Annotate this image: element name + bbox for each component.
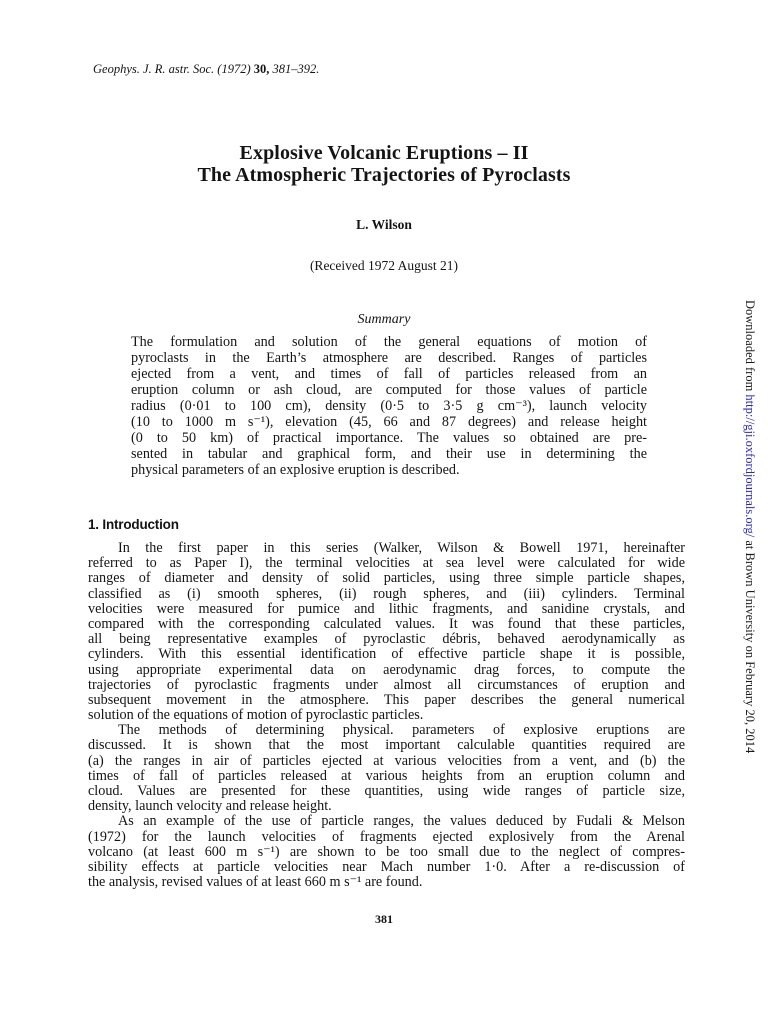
paragraph-line: trajectories of pyroclastic fragments under almost all circumstances of eruption and [88, 676, 685, 693]
paragraph-line: (a) the ranges in air of particles ejected at various velocities from a vent, and (b) the [88, 752, 685, 769]
author: L. Wilson [356, 217, 412, 232]
download-suffix: at Brown University on February 20, 2014 [743, 537, 757, 754]
summary-text [131, 334, 647, 478]
paper-title-line-2: The Atmospheric Trajectories of Pyroclasts [197, 164, 571, 186]
page-number: 381 [375, 912, 393, 926]
paragraph-line: using appropriate experimental data on aerodynamic drag forces, to compute the [88, 661, 685, 678]
section-heading: 1. Introduction [88, 517, 179, 532]
paragraph-line: classified as (i) smooth spheres, (ii) rough spheres, and (iii) cylinders. Terminal [88, 585, 685, 602]
paragraph-line: velocities were measured for pumice and lithic fragments, and sanidine crystals, and [88, 600, 685, 617]
journal-year: (1972) [217, 62, 251, 76]
paper-title-line-1: Explosive Volcanic Eruptions – II [239, 142, 529, 164]
paragraph-line: referred to as Paper I), the terminal velocities at sea level were calculated for wide [88, 555, 685, 572]
received-date: (Received 1972 August 21) [309, 258, 459, 273]
download-notice [742, 300, 757, 753]
paragraph-line: cloud. Values are presented for these quantities, using wide ranges of particle size, [88, 783, 685, 799]
paragraph-line: compared with the corresponding calculated values. It was found that these particles, [88, 615, 685, 632]
paragraph-line: discussed. It is shown that the most important calculable quantities required are [88, 737, 685, 754]
paragraph-line: solution of the equations of motion of pyroclastic particles. [88, 707, 424, 724]
paragraph-line: The methods of determining physical. parameters of explosive eruptions are [118, 722, 685, 739]
paragraph-line: cylinders. With this essential identification of effective particle shape it is possible, [88, 646, 685, 663]
paragraph-line: density, launch velocity and release height. [88, 798, 332, 815]
journal-name: Geophys. J. R. astr. Soc. [93, 62, 215, 76]
journal-link[interactable]: http://gji.oxfordjournals.org/ [743, 394, 757, 538]
summary-line: (10 to 1000 m s⁻¹), elevation (45, 66 and 87 degrees) and release height [131, 414, 647, 430]
summary-line: pyroclasts in the Earth’s atmosphere are described. Ranges of particles [131, 350, 647, 366]
paragraph-line: ranges of diameter and density of solid particles, using three simple particle shapes, [88, 570, 685, 587]
download-prefix: Downloaded from [743, 300, 757, 395]
summary-heading: Summary [357, 312, 411, 327]
summary-line: physical parameters of an explosive eruption is described. [131, 462, 460, 478]
introduction-body [88, 541, 685, 890]
paragraph-line: times of fall of particles released at various heights from an eruption column and [88, 767, 685, 784]
journal-volume: 30, [253, 62, 270, 76]
paragraph-line: (1972) for the launch velocities of fragments ejected explosively from the Arenal [88, 828, 685, 845]
summary-line: (0 to 50 km) of practical importance. The values so obtained are pre- [131, 430, 647, 446]
summary-line: The formulation and solution of the general equations of motion of [131, 334, 647, 350]
paragraph-line: sibility effects at particle velocities near Mach number 1·0. After a re-discussion of [88, 858, 685, 875]
summary-line: sented in tabular and graphical form, and their use in determining the [131, 446, 647, 462]
paragraph-line: As an example of the use of particle ranges, the values deduced by Fudali & Melson [118, 813, 685, 830]
paragraph-line: the analysis, revised values of at least 660 m s⁻¹ are found. [88, 874, 423, 891]
paragraph-line: all being representative examples of pyroclastic débris, behaved aerodynamically as [88, 631, 685, 648]
summary-line: ejected from a vent, and times of fall of particles released from an [131, 366, 647, 382]
paragraph-line: subsequent movement in the atmosphere. This paper describes the general numerical [88, 691, 685, 708]
summary-line: eruption column or ash cloud, are computed for those values of particle [131, 382, 647, 398]
paragraph-line: In the first paper in this series (Walker, Wilson & Bowell 1971, hereinafter [118, 540, 685, 556]
paragraph-line: volcano (at least 600 m s⁻¹) are shown to be too small due to the neglect of compres- [88, 843, 685, 860]
journal-pages: 381–392. [272, 62, 320, 76]
journal-citation [93, 62, 319, 77]
summary-line: radius (0·01 to 100 cm), density (0·5 to 3·5 g cm⁻³), launch velocity [131, 398, 647, 414]
